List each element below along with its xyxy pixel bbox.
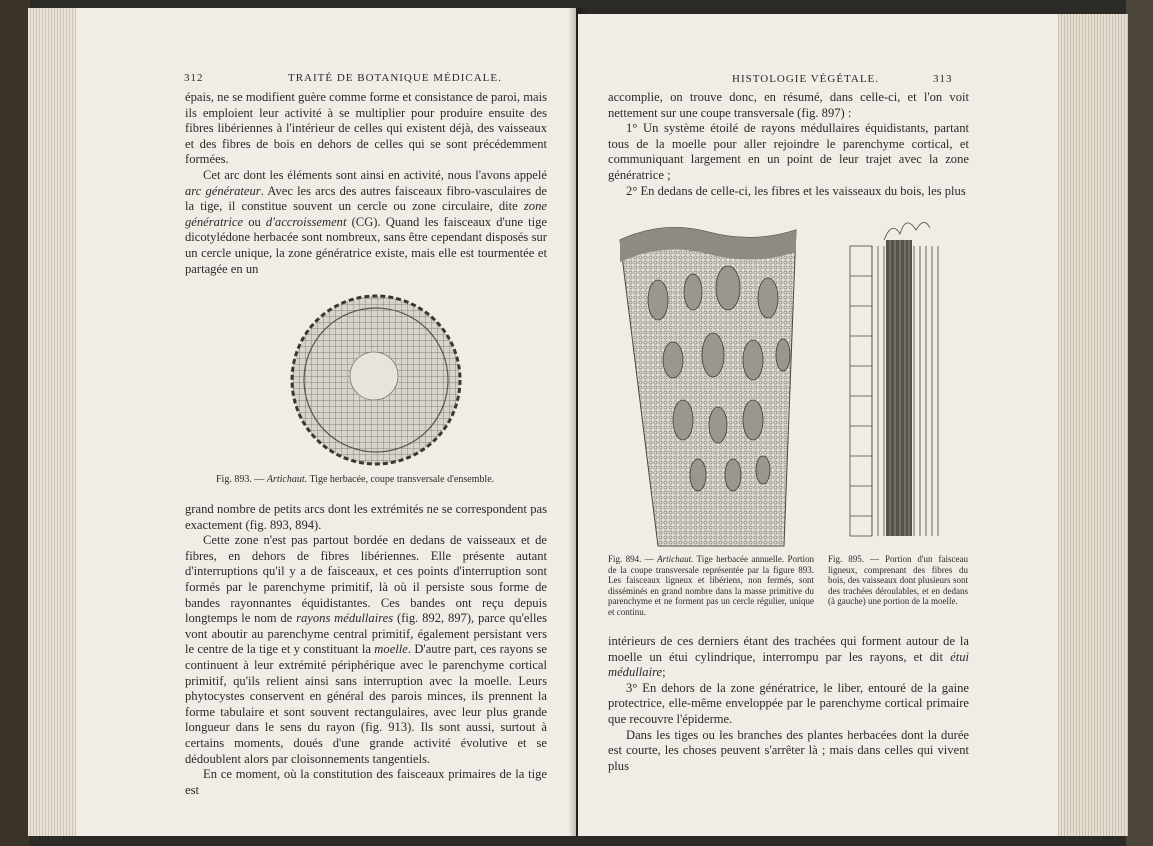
term: arc générateur — [185, 183, 261, 198]
paragraph: 3° En dehors de la zone génératrice, le liber, entouré de la gaine protectrice, elle-même enveloppée par le parenchyme cortical primaire que recouvre l'épiderme. — [608, 680, 969, 726]
paragraph: Dans les tiges ou les branches des plantes herbacées dont la durée est courte, les choses peuvent s'arrêter là ; mais dans celles qui vivent plus — [608, 727, 969, 773]
text-block-bottom — [608, 634, 969, 774]
figure-894-illustration — [618, 220, 798, 550]
right-page — [578, 14, 1058, 836]
term: moelle — [374, 642, 408, 657]
running-title: TRAITÉ DE BOTANIQUE MÉDICALE. — [288, 72, 502, 84]
term: étui médullaire — [608, 649, 969, 680]
page-number: 312 — [184, 72, 204, 84]
book-cover-right — [1126, 0, 1153, 846]
page-number: 313 — [933, 73, 953, 85]
page-edges-left — [28, 8, 76, 836]
paragraph: En ce moment, où la constitution des faisceaux primaires de la tige est — [185, 767, 547, 797]
paragraph: Cet arc dont les éléments sont ainsi en activité, nous l'avons appelé arc générateur. Avec les arcs des autres faisceaux fibro-vasculaires de la tige, il constitue souvent un cercle ou zone circulaire, dite zone génératrice ou d'accroissement (CG). Quand les faisceaux d'une tige dicotylédone herbacée sont nombreux, sans être cependant disposés sur un cercle unique, la zone génératrice existe, mais elle est tourmentée et partagée en un — [185, 167, 548, 276]
text-block-top — [608, 90, 969, 199]
paragraph: épais, ne se modifient guère comme forme et consistance de paroi, mais ils emploient leur activité à se multiplier pour produire ensuite des fibres libériennes à l'intérieur de celles qui existent déjà, des vaisseaux et des fibres de bois en dehors de celles qui se sont précédemment formées. — [185, 90, 547, 167]
term: zone génératrice — [185, 199, 547, 229]
paragraph: 2° En dedans de celle-ci, les fibres et les vaisseaux du bois, les plus — [626, 183, 966, 198]
left-page — [76, 8, 576, 836]
figure-893-illustration — [288, 292, 464, 468]
term: rayons médullaires — [296, 611, 394, 626]
figure-895-caption: Fig. 895. — Portion d'un faisceau ligneux, comprenant des fibres du bois, des vaisseaux dont plusieurs sont des trachées déroulables, et en dedans (à gauche) une portion de la moelle. — [828, 554, 969, 606]
term: d'accroissement — [265, 214, 347, 229]
text-block-top — [185, 90, 547, 277]
paragraph: Cette zone n'est pas partout bordée en dedans de vaisseaux et de fibres, en dehors de fibres libériennes. Elle présente autant d'interruptions qu'il y a de faisceaux, et ces points d'interruption sont formés par le parenchyme primitif, là où il persiste sous forme de bandes rayonnantes équidistantes. Ces bandes ont reçu depuis longtemps le nom de rayons médullaires (fig. 892, 897), parce qu'elles vont aboutir au parenchyme central primitif, également persistant vers le centre de la tige et y constituant la moelle. D'autre part, ces rayons se continuent à leur extrémité périphérique avec le parenchyme cortical primitif, qu'ils relient ainsi sans interruption avec la moelle. Leurs phytocystes conservent en général des parois minces, ils prennent la forme tabulaire et sont souvent rectangulaires, avec leur plus grande longueur dans le sens du rayon (fig. 913). Ils sont aussi, surtout à certains moments, doués d'une grande activité évolutive et se dédoublent alors par cloisonnements tangentiels. — [185, 533, 547, 766]
paragraph: accomplie, on trouve donc, en résumé, dans celle-ci, et l'on voit nettement sur une coupe transversale (fig. 897) : — [608, 90, 969, 120]
text-block-bottom — [185, 502, 547, 798]
running-title: HISTOLOGIE VÉGÉTALE. — [732, 73, 880, 85]
figure-894-caption: Fig. 894. — Artichaut. Tige herbacée annuelle. Portion de la coupe transversale représentée par la figure 893. Les faisceaux ligneux et libériens, non fermés, sont disséminés en grand nombre dans la masse primitive du parenchyme et ne forment pas un cercle régulier, unique et continu. — [608, 554, 815, 617]
paragraph: grand nombre de petits arcs dont les extrémités ne se correspondent pas exactement (fig. 893, 894). — [185, 502, 547, 532]
book-cover-left — [0, 0, 30, 846]
figure-895-illustration — [844, 206, 946, 546]
paragraph: intérieurs de ces derniers étant des trachées qui forment autour de la moelle un étui cylindrique, interrompu par les rayons, et dit étui médullaire; — [608, 634, 969, 680]
paragraph: 1° Un système étoilé de rayons médullaires équidistants, partant tous de la moelle pour aller rejoindre le parenchyme cortical, et communiquant largement en un point de leur trajet avec la zone génératrice ; — [608, 121, 969, 182]
page-edges-right — [1056, 14, 1128, 836]
figure-893-caption: Fig. 893. — Artichaut. Tige herbacée, coupe transversale d'ensemble. — [216, 474, 495, 485]
